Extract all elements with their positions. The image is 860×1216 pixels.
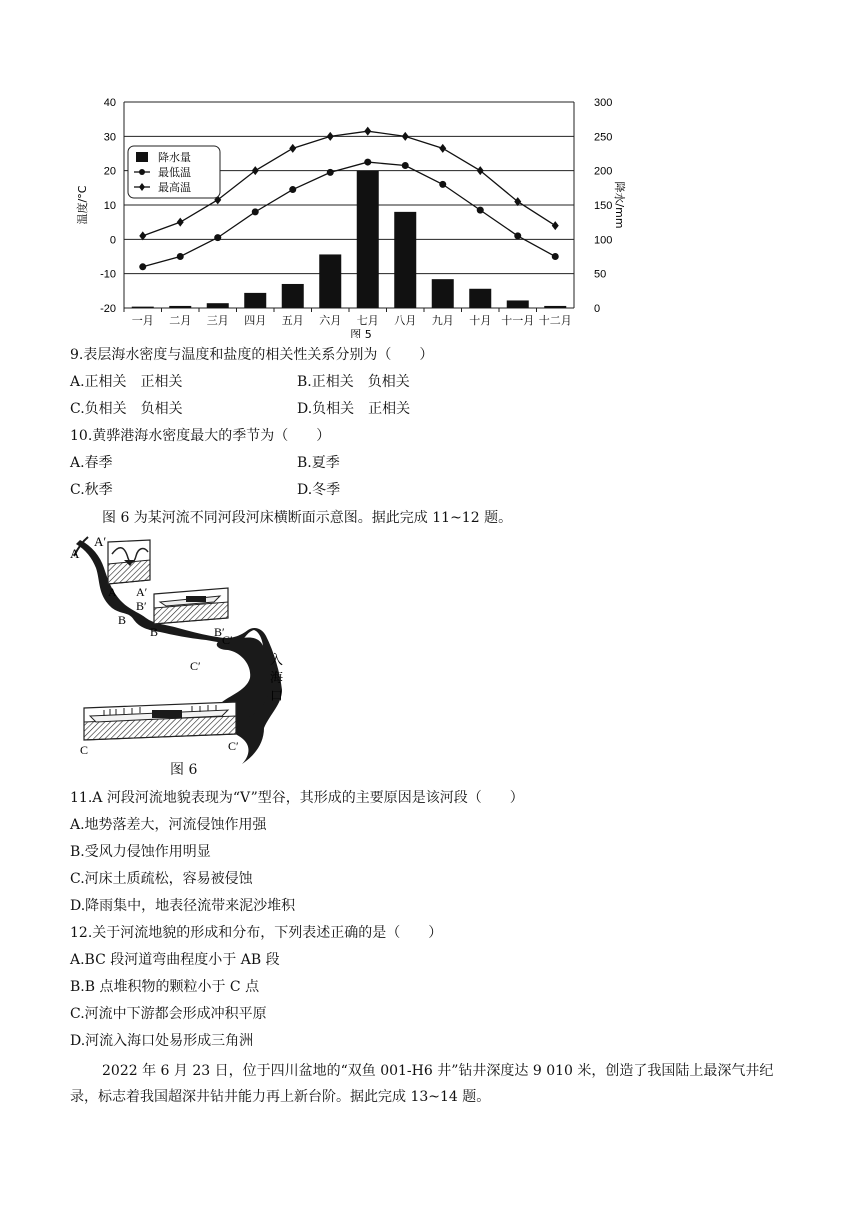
precipitation-bar [357, 171, 379, 308]
question-11-stem: 11.A 河段河流地貌表现为“V”型谷，其形成的主要原因是该河段（ ） [70, 790, 524, 806]
y-tick-left: 30 [103, 131, 116, 144]
最低温-point [139, 263, 146, 270]
x-tick-label: 十月 [469, 314, 492, 327]
question-9-option-c[interactable]: C.负相关 负相关 [70, 401, 183, 417]
label-a-prime: A′ [94, 534, 107, 549]
question-12-stem: 12.关于河流地貌的形成和分布，下列表述正确的是（ ） [70, 925, 443, 941]
最低温-point [214, 234, 221, 241]
estuary-label-2: 海 [270, 671, 284, 686]
question-11-option-b[interactable]: B.受风力侵蚀作用明显 [70, 844, 211, 860]
y-tick-left: 20 [103, 165, 116, 178]
precipitation-bar [132, 307, 154, 308]
y-tick-right: 250 [594, 131, 613, 144]
最低温-point [514, 232, 521, 239]
intro-11-12: 图 6 为某河流不同河段河床横断面示意图。据此完成 11~12 题。 [102, 510, 513, 526]
question-10-option-a[interactable]: A.春季 [70, 455, 113, 471]
question-12-option-b[interactable]: B.B 点堆积物的颗粒小于 C 点 [70, 979, 260, 995]
figure-5-caption: 图 5 [350, 328, 372, 338]
question-11-option-c[interactable]: C.河床土质疏松，容易被侵蚀 [70, 871, 253, 887]
climate-chart [70, 88, 630, 338]
y-axis-right-label: 降水/mm [613, 181, 626, 229]
x-tick-label: 十一月 [501, 314, 535, 327]
precipitation-bar [507, 300, 529, 308]
precipitation-bar [319, 254, 341, 308]
label-b-block: B [150, 625, 159, 639]
question-12-option-c[interactable]: C.河流中下游都会形成冲积平原 [70, 1006, 267, 1022]
legend-marker [139, 169, 145, 175]
question-10-stem: 10.黄骅港海水密度最大的季节为（ ） [70, 428, 331, 444]
y-tick-left: -20 [100, 303, 116, 315]
river-cross-section-figure [68, 532, 318, 782]
section-b-block [154, 588, 228, 624]
最低温-point [177, 253, 184, 260]
最高温-point [177, 218, 184, 227]
legend-label: 最高温 [158, 181, 191, 194]
x-tick-label: 九月 [431, 314, 454, 327]
intro-13-14: 2022 年 6 月 23 日，位于四川盆地的“双鱼 001-H6 井”钻井深度达 9 010 米，创造了我国陆上最深气井纪录，标志着我国超深井钻井能力再上新台阶。据此完成 13~14 题。 [70, 1063, 774, 1105]
x-tick-label: 三月 [206, 314, 229, 327]
y-tick-right: 50 [594, 268, 607, 281]
question-11-option-d[interactable]: D.降雨集中，地表径流带来泥沙堆积 [70, 898, 296, 914]
question-9-stem: 9.表层海水密度与温度和盐度的相关性关系分别为（ ） [70, 347, 434, 363]
precipitation-bar [394, 212, 416, 308]
question-10-option-c[interactable]: C.秋季 [70, 482, 113, 498]
question-10-option-d[interactable]: D.冬季 [297, 482, 341, 498]
y-tick-left: 10 [103, 200, 116, 212]
legend-label: 最低温 [158, 166, 191, 179]
最高温-point [402, 132, 409, 141]
最低温-point [477, 207, 484, 214]
x-tick-label: 七月 [356, 314, 379, 327]
最低温-point [364, 159, 371, 166]
最高温-point [552, 221, 559, 230]
y-tick-right: 300 [594, 97, 613, 109]
y-tick-left: -10 [100, 268, 116, 281]
y-tick-right: 150 [594, 200, 613, 212]
precipitation-bar [432, 279, 454, 308]
x-tick-label: 五月 [281, 314, 304, 327]
label-a: A [70, 546, 80, 561]
precipitation-bar [544, 306, 566, 308]
precipitation-bar [169, 306, 191, 308]
最低温-point [552, 253, 559, 260]
x-tick-label: 一月 [131, 314, 154, 327]
question-12-option-d[interactable]: D.河流入海口处易形成三角洲 [70, 1033, 254, 1049]
question-9-option-b[interactable]: B.正相关 负相关 [297, 374, 410, 390]
x-tick-label: 八月 [394, 314, 417, 327]
precipitation-bar [282, 284, 304, 308]
y-tick-right: 200 [594, 165, 613, 178]
question-10-option-b[interactable]: B.夏季 [297, 455, 340, 471]
y-tick-left: 0 [109, 234, 116, 247]
label-b-prime-block: B′ [214, 625, 225, 639]
x-tick-label: 六月 [319, 314, 342, 327]
figure-6-caption: 图 6 [170, 762, 198, 778]
label-b: B [118, 613, 127, 627]
label-b-prime-top: B′ [136, 599, 147, 613]
y-tick-right: 0 [594, 303, 601, 315]
x-tick-label: 四月 [244, 314, 267, 327]
label-c-prime-river: C′ [190, 659, 201, 673]
label-c-prime: C′ [222, 633, 233, 647]
最低温-point [439, 181, 446, 188]
最高温-point [252, 166, 259, 175]
最高温-point [477, 166, 484, 175]
legend-label: 降水量 [158, 151, 191, 164]
estuary-label-3: 口 [270, 689, 284, 704]
precipitation-bar [207, 303, 229, 308]
question-12-option-a[interactable]: A.BC 段河道弯曲程度小于 AB 段 [70, 952, 280, 968]
question-9-option-a[interactable]: A.正相关 正相关 [70, 374, 183, 390]
estuary-label-1: 入 [270, 653, 284, 668]
y-tick-left: 40 [103, 97, 116, 109]
最低温-point [252, 208, 259, 215]
question-9-option-d[interactable]: D.负相关 正相关 [297, 401, 411, 417]
x-tick-label: 十二月 [538, 314, 572, 327]
label-a-block: A [108, 585, 117, 599]
y-axis-left-label: 温度/°C [76, 185, 89, 225]
y-tick-right: 100 [594, 234, 613, 247]
最高温-point [364, 127, 371, 136]
section-a-block [108, 540, 150, 584]
question-11-option-a[interactable]: A.地势落差大，河流侵蚀作用强 [70, 817, 267, 833]
最高温-point [439, 144, 446, 153]
section-c-block [84, 702, 236, 740]
x-tick-label: 二月 [169, 314, 192, 327]
label-c-block: C [80, 743, 89, 757]
最高温-point [289, 144, 296, 153]
label-c-prime-block: C′ [228, 739, 239, 753]
label-a-prime-block: A′ [136, 585, 148, 599]
legend-bar-swatch [136, 152, 148, 162]
precipitation-bar [244, 293, 266, 308]
precipitation-bar [469, 289, 491, 308]
最低温-point [402, 162, 409, 169]
最低温-point [327, 169, 334, 176]
最低温-point [289, 186, 296, 193]
最高温-point [327, 132, 334, 141]
